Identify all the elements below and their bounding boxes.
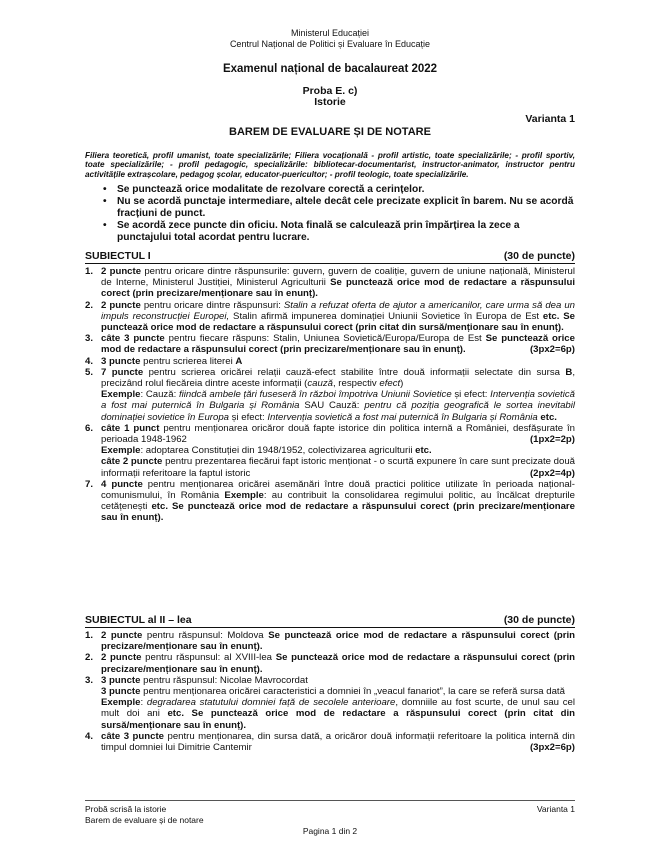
answer-item: 2. 2 puncte pentru oricare dintre răspunsuri: Stalin a refuzat oferta de ajutor a americanilor, care urma să dea un impuls reconstrucției Europei, Stalin afirmă impunerea dominației Uniunii Sovietice în Europa de Est etc. Se punctează orice mod de redactare a răspunsului corect (prin citat din sursă/menționare sau în enunț). bbox=[85, 299, 576, 334]
ministry-name: Ministerul Educației bbox=[290, 28, 370, 38]
subject-2 bbox=[85, 614, 575, 753]
score-formula: (1px2=2p) bbox=[529, 434, 575, 446]
general-rules bbox=[103, 184, 575, 244]
subject-1 bbox=[85, 250, 575, 524]
answer-item: 6. câte 1 punct pentru menționarea oricăror două fapte istorice din politica internă a României, desfășurate în perioada 1948-1962 (1px2=2p) Exemple: adoptarea Constituției din 1948/1952, colectivizarea agriculturii etc. câte 2 puncte pentru prezentarea fiecărui fapt istoric menționat - o scurtă expunere în care sunt precizate două informații referitoare la faptul istoric (2px2=4p) bbox=[85, 422, 576, 479]
footer-variant: Varianta 1 bbox=[536, 804, 575, 814]
answer-item: 3. câte 3 puncte pentru fiecare răspuns: Stalin, Uniunea Sovietică/Europa/Europa de Est Se punctează orice mod de redactare a răspunsului corect (prin precizare/menționare sau în enunț). (3px2=6p) bbox=[85, 333, 575, 356]
answer-item: 7. 4 puncte pentru menționarea oricărei asemănări între două practici politice utilizate în perioada național-comunismului, în România Exemple: au contribuit la consolidarea regimului politic, au încălcat drepturile cetățenești etc. Se punctează orice mod de redactare a răspunsului corect (prin precizare/menționare sau în enunț). bbox=[85, 478, 575, 524]
subject-2-header bbox=[85, 614, 575, 628]
subject-1-header bbox=[85, 250, 575, 264]
rule-item: • Se punctează orice modalitate de rezolvare corectă a cerințelor. bbox=[103, 184, 575, 195]
proba-block bbox=[85, 86, 575, 108]
exam-title: Examenul național de bacalaureat 2022 bbox=[222, 63, 438, 75]
answer-item: 4. câte 3 puncte pentru menționarea, din sursa dată, a oricăror două informații referitoare la politica internă din timpul domniei lui Dimitrie Cantemir (3px2=6p) bbox=[85, 730, 575, 754]
subject-2-title: SUBIECTUL al II – lea bbox=[85, 614, 192, 626]
proba-label: Proba E. c) bbox=[302, 85, 358, 97]
footer-left-1: Probă scrisă la istorie bbox=[85, 804, 167, 814]
answer-item: 2. 2 puncte pentru răspunsul: al XVIII-lea Se punctează orice mod de redactare a răspunsului corect (prin precizare/menționare sau în enunț). bbox=[85, 652, 575, 675]
document-header bbox=[85, 28, 575, 49]
subject-1-title: SUBIECTUL I bbox=[85, 250, 151, 262]
subject-2-points: (30 de puncte) bbox=[503, 614, 575, 626]
page-number: Pagina 1 din 2 bbox=[302, 826, 358, 836]
score-formula: (3px2=6p) bbox=[529, 344, 575, 356]
subject-label: Istorie bbox=[314, 96, 346, 108]
answer-item: 4. 3 puncte pentru scrierea literei A bbox=[85, 355, 243, 367]
rule-item: • Nu se acordă punctaje intermediare, altele decât cele precizate explicit în barem. Nu se acordă fracțiuni de punct. bbox=[103, 196, 575, 219]
variant-label: Varianta 1 bbox=[525, 113, 575, 125]
filiera-text: Filiera teoretică, profil umanist, toate specializările; Filiera vocațională - profil artistic, toate specializările; - profil sportiv, toate specializările; - profil pedagogic, specializările: bibliotecar-documentarist, instructor-animator, instructor pentru activitățile extrașcolare, pedagog școlar, educator-puericultor; - profil teologic, toate specializările. bbox=[85, 151, 575, 179]
score-formula: (3px2=6p) bbox=[529, 742, 575, 754]
answer-item: 1. 2 puncte pentru oricare dintre răspunsurile: guvern, guvern de coaliție, guvern de uniune națională, Ministerul de Interne, Ministerul Justiției, Ministerul Agriculturii Se punctează orice mod de redactare a răspunsului corect (prin precizare/menționare sau în enunț). bbox=[85, 266, 576, 300]
answer-item: 3. 3 puncte pentru răspunsul: Nicolae Mavrocordat 3 puncte pentru menționarea oricărei caracteristici a domniei în „veacul fanariot”, la care se referă sursa dată Exemple: degradarea statutului domniei față de secolele anterioare, domniile au fost scurte, de unul sau cel mult doi ani etc. Se punctează orice mod de redactare a răspunsului corect (prin citat din sursă/menționare sau în enunț). bbox=[85, 674, 575, 731]
page-footer bbox=[85, 800, 575, 826]
answer-item: 1. 2 puncte pentru răspunsul: Moldova Se punctează orice mod de redactare a răspunsului corect (prin precizare/menționare sau în enunț). bbox=[85, 630, 576, 653]
score-formula: (2px2=4p) bbox=[529, 467, 575, 479]
answer-item: 5. 7 puncte pentru scrierea oricărei relații cauză-efect stabilite între două informații selectate din sursa B, precizând rolul fiecăreia dintre aceste informații (cauză, respectiv efect) Exemple: Cauză: fiindcă ambele țări fuseseră în război împotriva Uniunii Sovietice și efect: Intervenția sovietică a fost mai puternică în Bulgaria și România SAU Cauză: pentru că poziția geografică le sortea inevitabil dominației sovietice în Europa și efect: Intervenția sovietică a fost mai puternică în Bulgaria și România etc. bbox=[85, 366, 576, 423]
barem-title: BAREM DE EVALUARE ȘI DE NOTARE bbox=[229, 126, 431, 138]
rule-item: • Se acordă zece puncte din oficiu. Nota finală se calculează prin împărțirea la zece a punctajului total acordat pentru lucrare. bbox=[103, 220, 575, 243]
center-name: Centrul Național de Politici și Evaluare în Educație bbox=[229, 38, 431, 49]
footer-left-2: Barem de evaluare și de notare bbox=[85, 815, 204, 825]
subject-1-points: (30 de puncte) bbox=[503, 250, 575, 262]
